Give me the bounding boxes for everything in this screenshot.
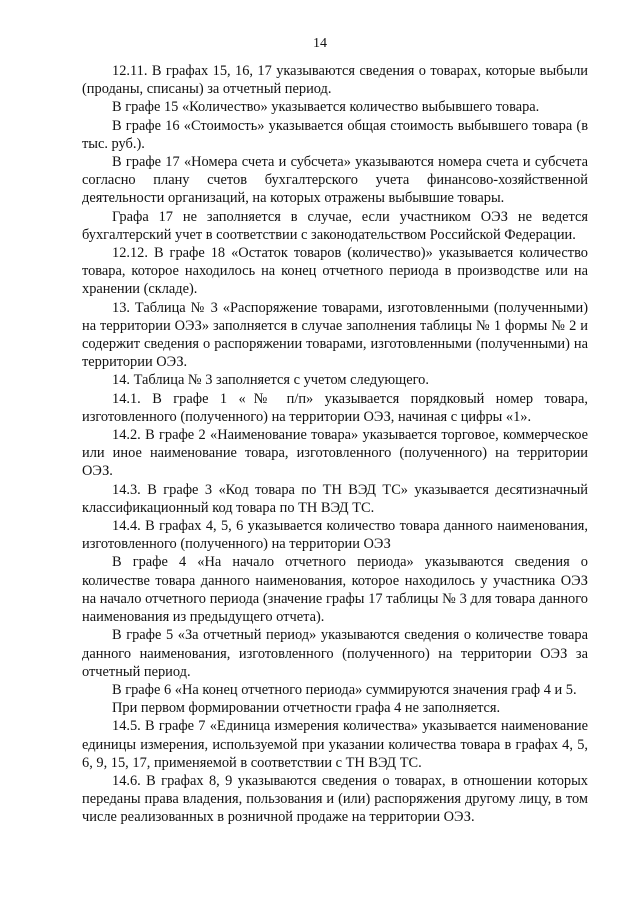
paragraph-14-3: 14.3. В графе 3 «Код товара по ТН ВЭД ТС» указывается десятизначный классификационный код товара по ТН ВЭД ТС. — [82, 481, 588, 516]
paragraph-12-11: 12.11. В графах 15, 16, 17 указываются сведения о товарах, которые выбыли (проданы, списаны) за отчетный период. — [82, 63, 588, 98]
paragraph-first-report: При первом формировании отчетности графа 4 не заполняется. — [112, 700, 501, 717]
paragraph-column-17: В графе 17 «Номера счета и субсчета» указываются номера счета и субсчета согласно плану счетов бухгалтерского учета финансово-хозяйственной деятельности организаций, на которых отражены выбывшие товары. — [82, 154, 588, 207]
paragraph-13: 13. Таблица № 3 «Распоряжение товарами, изготовленными (полученными) на территории ОЭЗ» заполняется в случае заполнения таблицы № 1 формы № 2 и содержит сведения о распоряжении товарами, изготовленными (полученными) на территории ОЭЗ. — [82, 299, 588, 371]
paragraph-column-5: В графе 5 «За отчетный период» указываются сведения о количестве товара данного наименования, изготовленного (полученного) на территории ОЭЗ за отчетный период. — [82, 627, 588, 680]
paragraph-column-17-exception: Графа 17 не заполняется в случае, если участником ОЭЗ не ведется бухгалтерский учет в соответствии с законодательством Российской Федерации. — [82, 208, 588, 243]
paragraph-12-12: 12.12. В графе 18 «Остаток товаров (количество)» указывается количество товара, которое находилось на конец отчетного периода в производстве или на хранении (складе). — [82, 245, 588, 298]
paragraph-14-4: 14.4. В графах 4, 5, 6 указывается количество товара данного наименования, изготовленного (полученного) на территории ОЭЗ — [82, 518, 588, 553]
paragraph-column-4: В графе 4 «На начало отчетного периода» указываются сведения о количестве товара данного наименования, которое находилось у участника ОЭЗ на начало отчетного периода (значение графы 17 таблицы № 3 для товара данного наименования из предыдущего отчета). — [82, 554, 588, 626]
paragraph-column-15: В графе 15 «Количество» указывается количество выбывшего товара. — [112, 99, 540, 116]
paragraph-14-1: 14.1. В графе 1 «№ п/п» указывается порядковый номер товара, изготовленного (полученного) на территории ОЭЗ, начиная с цифры «1». — [82, 390, 588, 425]
document-body — [82, 62, 588, 827]
paragraph-14: 14. Таблица № 3 заполняется с учетом следующего. — [112, 372, 429, 389]
page-number: 14 — [313, 36, 327, 51]
paragraph-column-6: В графе 6 «На конец отчетного периода» суммируются значения граф 4 и 5. — [112, 681, 577, 698]
paragraph-column-16: В графе 16 «Стоимость» указывается общая стоимость выбывшего товара (в тыс. руб.). — [82, 117, 588, 152]
paragraph-14-6: 14.6. В графах 8, 9 указываются сведения о товарах, в отношении которых переданы права владения, пользования и (или) распоряжения другому лицу, в том числе реализованных в розничной продаже на территории ОЭЗ. — [82, 772, 588, 826]
paragraph-14-5: 14.5. В графе 7 «Единица измерения количества» указывается наименование единицы измерения, используемой при указании количества товара в графах 4, 5, 6, 9, 15, 17, применяемой в соответствии с ТН ВЭД ТС. — [82, 718, 588, 771]
paragraph-14-2: 14.2. В графе 2 «Наименование товара» указывается торговое, коммерческое или иное наименование товара, изготовленного (полученного) на территории ОЭЗ. — [82, 427, 588, 480]
